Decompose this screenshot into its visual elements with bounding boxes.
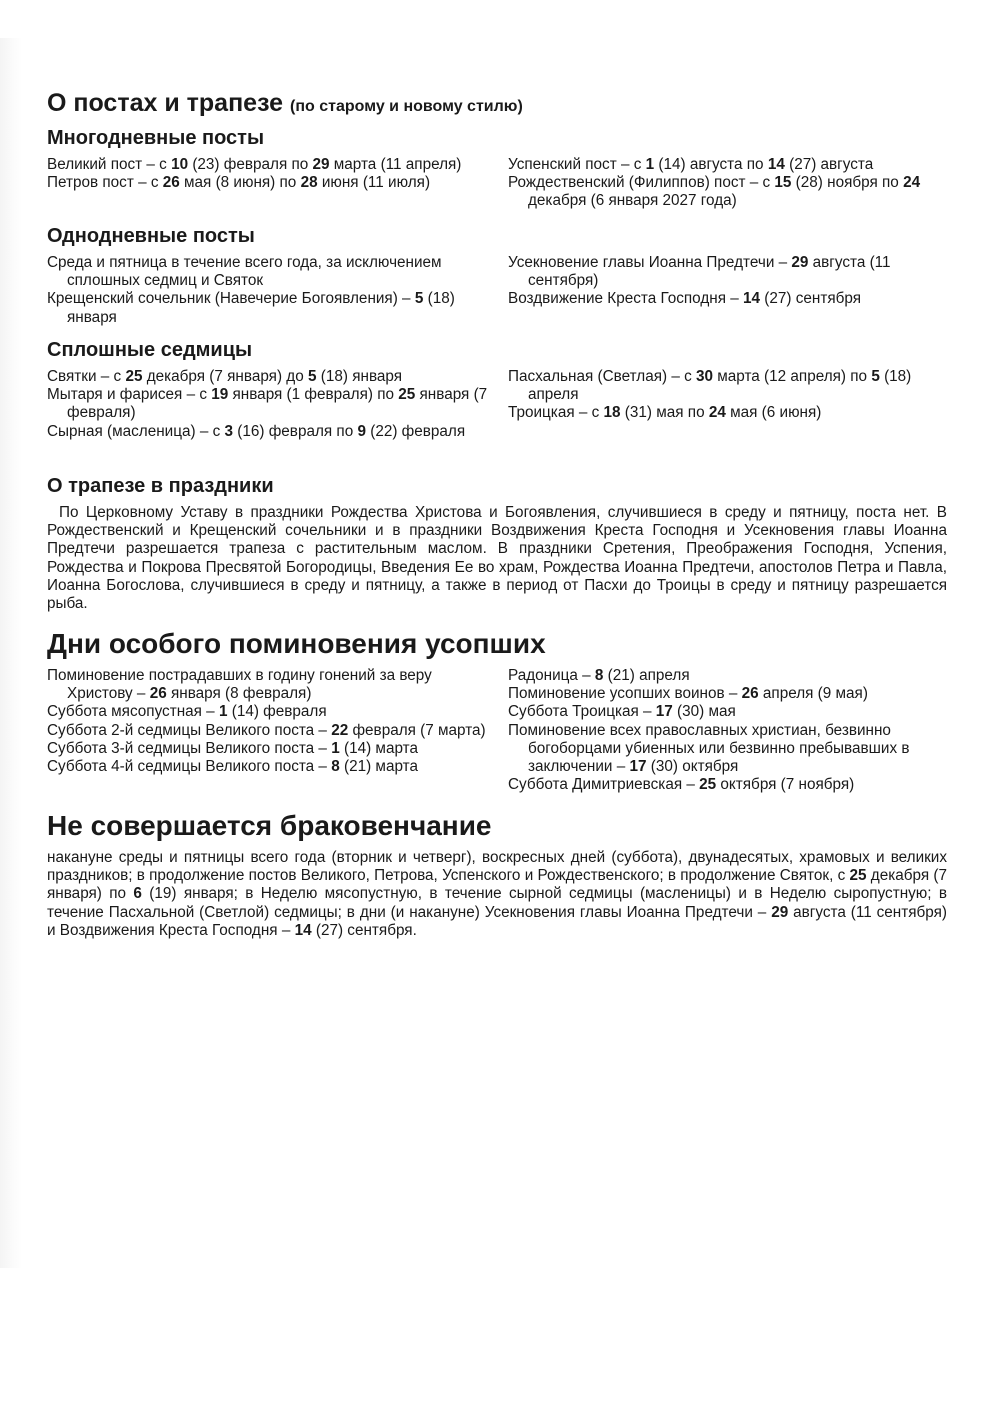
text-run: Святки – с [47,368,126,385]
text-run: (27) сентября. [311,921,417,939]
date-number: 1 [645,156,655,173]
text-run: июня (11 июля) [317,174,431,192]
text-run: (18) января [67,290,455,326]
text-run: (21) марта [339,758,418,776]
list-item [47,758,497,776]
text-run: декабря (7 января) до [142,368,308,385]
list-item [508,174,952,210]
section-heading: Не совершается браковенчание [47,810,492,841]
text-run: Усекновение главы Иоанна Предтечи – [508,254,792,271]
text-run: (18) апреля [528,368,912,404]
section-memorial-days [47,628,952,794]
date-number: 29 [312,156,330,173]
text-run: (23) февраля по [188,156,313,173]
text-run: апреля (9 мая) [758,685,868,703]
text-run: февраля (7 марта) [348,721,486,739]
left-column [47,254,497,327]
no-weddings-paragraph [47,849,947,940]
date-number: 25 [699,776,717,794]
date-number: 14 [294,921,312,939]
right-column [508,667,952,794]
section-heading: Дни особого поминовения усопших [47,628,546,659]
two-column-list [47,156,952,216]
text-run: Суббота 2-й седмицы Великого поста – [47,721,332,739]
text-run: (14) марта [339,739,418,757]
text-run: Радоница – [508,667,595,684]
list-item [47,254,497,290]
text-run: Суббота 3-й седмицы Великого поста – [47,739,332,757]
list-item [47,740,497,758]
text-run: Суббота 4-й седмицы Великого поста – [47,758,332,776]
list-item [508,776,952,794]
right-column [508,254,952,309]
text-run: (21) апреля [603,667,690,684]
text-run: (27) сентября [760,290,862,308]
text-run: Поминовение усопших воинов – [508,685,742,703]
date-number: 5 [414,290,424,308]
section-heading: Многодневные посты [47,127,265,149]
text-run: Суббота мясопустная – [47,703,219,721]
text-run: января (8 февраля) [166,685,312,703]
section-continuous-weeks [47,338,952,458]
date-number: 5 [308,368,317,385]
list-item [47,156,497,174]
section-feast-meals [47,474,952,613]
date-number: 25 [125,368,143,385]
text-run: августа (11 сентября) и Воздвижения Креста Господня – [47,903,947,939]
list-item [47,386,497,422]
text-run: марта (11 апреля) [329,156,462,173]
date-number: 6 [133,885,142,903]
date-number: 8 [594,667,604,684]
text-run: (27) августа [784,156,874,173]
list-item [47,290,497,326]
left-column [47,156,497,192]
section-one-day-fasts [47,224,952,324]
right-column [508,368,952,423]
text-run: (22) февраля [365,422,466,440]
date-number: 29 [791,254,809,271]
date-number: 25 [398,386,416,404]
list-item [47,722,497,740]
text-run: Поминовение всех православных христиан, безвинно богоборцами убиенных или безвинно пребывавших в заключении – [508,721,910,776]
text-run: (19) января; в Неделю мясопустную, в течение сырной седмицы (масленицы) и в Неделю сыропустную; в течение Пасхальной (Светлой) седмицы; в дни (и накануне) Усекновения главы Иоанна Предтечи – [47,885,948,921]
text-run: (14) февраля [227,703,327,721]
date-number: 26 [741,685,759,703]
list-item [508,404,952,422]
list-item [508,290,952,308]
text-run: Суббота Димитриевская – [508,776,700,794]
text-run: августа (11 сентября) [528,254,891,290]
date-number: 30 [696,368,714,385]
text-run: (30) мая [672,703,736,721]
text-run: марта (12 апреля) по [713,368,872,385]
date-number: 14 [743,290,761,308]
date-number: 19 [211,386,229,404]
date-number: 29 [771,903,789,921]
date-number: 25 [849,867,867,885]
text-run: Успенский пост – с [508,156,646,173]
section-heading: Однодневные посты [47,225,255,247]
list-item [508,667,952,685]
date-number: 18 [603,404,621,422]
page-title [47,88,952,122]
date-number: 15 [774,174,792,192]
left-column [47,667,497,776]
date-number: 14 [767,156,785,173]
date-number: 3 [224,422,234,440]
scan-edge [0,38,22,1268]
text-run: мая (8 июня) по [179,174,301,192]
text-run: Поминовение пострадавших в годину гонений за веру Христову – [47,667,432,703]
list-item [508,685,952,703]
text-run: декабря (6 января 2027 года) [528,192,737,210]
text-run: Суббота Троицкая – [508,703,656,721]
text-run: (18) января [316,368,403,385]
text-run: октября (7 ноября) [716,776,855,794]
date-number: 24 [903,174,921,192]
section-multi-day-fasts [47,126,952,210]
title-subtitle: (по старому и новому стилю) [290,98,523,115]
left-column [47,368,497,441]
date-number: 22 [331,721,349,739]
section-heading: О трапезе в праздники [47,475,274,497]
text-run: Великий пост – с [47,156,172,173]
text-run: (16) февраля по [233,422,358,440]
date-number: 28 [300,174,318,192]
date-number: 1 [331,739,340,757]
text-run: (30) октября [646,758,739,776]
text-run: Крещенский сочельник (Навечерие Богоявления) – [47,290,415,308]
section-heading: Сплошные седмицы [47,339,253,361]
list-item [508,156,952,174]
date-number: 1 [218,703,228,721]
text-run: Сырная (масленица) – с [47,422,225,440]
date-number: 26 [149,685,167,703]
text-run: мая (6 июня) [725,404,822,422]
text-run: Рождественский (Филиппов) пост – с [508,174,775,192]
text-run: Среда и пятница в течение всего года, за исключением сплошных седмиц и Святок [47,254,442,290]
two-column-list [47,667,952,797]
list-item [508,368,952,404]
date-number: 24 [708,404,726,422]
list-item [47,703,497,721]
text-run: Петров пост – с [47,174,163,192]
page-title-block [47,88,952,122]
text-run: накануне среды и пятницы всего года (вторник и четверг), воскресных дней (суббота), двунадесятых, храмовых и великих праздников; в продолжение постов Великого, Петрова, Успенского и Рождественского; в продолжение Святок, с [47,849,947,885]
text-run: января (1 февраля) по [228,386,399,404]
text-run: (14) августа по [654,156,768,173]
list-item [508,722,952,777]
feast-meals-paragraph: По Церковному Уставу в праздники Рождества Христова и Богоявления, случившиеся в среду и пятницу, поста нет. В Рождественский и Крещенский сочельники и в праздники Воздвижения Креста Господня и Усекновения главы Иоанна Предтечи разрешается трапеза с растительным маслом. В праздники Сретения, Преображения Господня, Успения, Рождества и Покрова Пресвятой Богородицы, Введения Ее во храм, Рождества Иоанна Предтечи, апостолов Петра и Павла, Иоанна Богослова, случившиеся в среду и пятницу, а также в период от Пасхи до Троицы в среду и пятницу разрешается рыба. [47,504,947,613]
date-number: 5 [871,368,880,385]
text-run: января (7 февраля) [67,386,488,422]
text-run: декабря (7 января) по [47,867,947,903]
section-no-weddings [47,810,952,940]
two-column-list [47,368,952,464]
text-run: Воздвижение Креста Господня – [508,290,744,308]
date-number: 26 [162,174,180,192]
two-column-list [47,254,952,330]
list-item [508,703,952,721]
list-item [47,174,497,192]
date-number: 10 [171,156,189,173]
text-run: (28) ноября по [791,174,904,192]
date-number: 9 [357,422,366,440]
list-item [47,423,497,441]
text-run: Троицкая – с [508,404,604,422]
date-number: 17 [655,703,673,721]
text-run: Пасхальная (Светлая) – с [508,368,696,385]
date-number: 17 [629,758,647,776]
list-item [47,368,497,386]
right-column [508,156,952,211]
list-item [508,254,952,290]
title-main: О постах и трапезе [47,89,284,117]
list-item [47,667,497,703]
date-number: 8 [331,758,340,776]
text-run: Мытаря и фарисея – с [47,386,212,404]
text-run: (31) мая по [620,404,709,422]
